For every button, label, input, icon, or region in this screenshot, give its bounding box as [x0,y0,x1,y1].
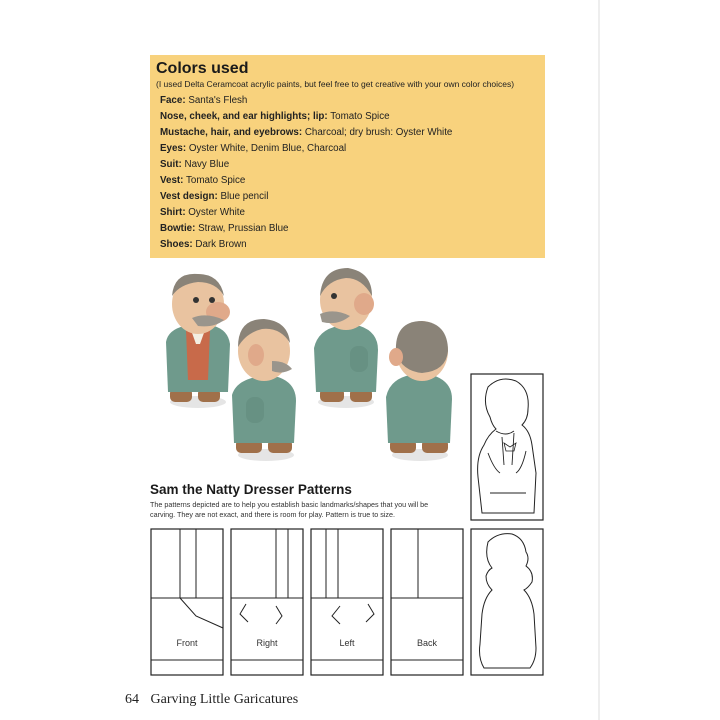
color-row [160,205,539,221]
pattern-front-label: Front [176,638,198,648]
color-value: Dark Brown [192,239,247,250]
color-value: Santa's Flesh [185,95,248,106]
colors-used-box [150,55,545,258]
color-key: Mustache, hair, and eyebrows: [160,127,303,138]
color-list [156,93,539,253]
pattern-left-label: Left [339,638,355,648]
color-row [160,237,539,253]
figure-front [166,274,230,408]
pattern-back [390,528,464,676]
color-row [160,189,539,205]
color-key: Vest design: [160,191,218,202]
color-value: Tomato Spice [183,175,246,186]
color-key: Nose, cheek, and ear highlights; lip: [160,111,328,122]
color-row [160,109,539,125]
color-row [160,93,539,109]
color-row [160,173,539,189]
color-value: Navy Blue [181,159,230,170]
color-value: Blue pencil [217,191,269,202]
color-row [160,125,539,141]
color-value: Tomato Spice [327,111,390,122]
page-number: 64 [125,692,139,707]
pattern-right [230,528,304,676]
color-key: Shoes: [160,239,193,250]
color-row [160,221,539,237]
color-row [160,141,539,157]
pattern-back-label: Back [416,638,437,648]
carving-photo [148,262,468,462]
page-edge [598,0,600,720]
color-value: Straw, Prussian Blue [195,223,289,234]
pattern-right-label: Right [256,638,278,648]
book-title: Garving Little Garicatures [150,692,299,707]
color-row [160,157,539,173]
page-footer [125,692,298,708]
figure-right-side [232,319,296,461]
caricature-figures-image [148,262,468,462]
colors-subtitle: (I used Delta Ceramcoat acrylic paints, but feel free to get creative with your own color choices) [156,79,515,89]
figure-left-side [314,268,378,408]
color-key: Suit: [160,159,182,170]
colors-title: Colors used [156,60,249,77]
color-key: Vest: [160,175,184,186]
pattern-left [310,528,384,676]
pattern-side-outline [470,373,544,521]
patterns-title: Sam the Natty Dresser Patterns [150,482,352,497]
pattern-front-outline [470,528,544,676]
color-value: Oyster White, Denim Blue, Charcoal [186,143,347,154]
color-key: Eyes: [160,143,187,154]
color-key: Bowtie: [160,223,196,234]
figure-back [386,321,452,461]
color-key: Shirt: [160,207,186,218]
color-value: Oyster White [185,207,245,218]
pattern-front [150,528,224,676]
color-key: Face: [160,95,186,106]
patterns-description: The patterns depicted are to help you establish basic landmarks/shapes that you will be carving. They are not exact, and there is room for play. Pattern is true to size. [150,500,429,519]
color-value: Charcoal; dry brush: Oyster White [302,127,453,138]
